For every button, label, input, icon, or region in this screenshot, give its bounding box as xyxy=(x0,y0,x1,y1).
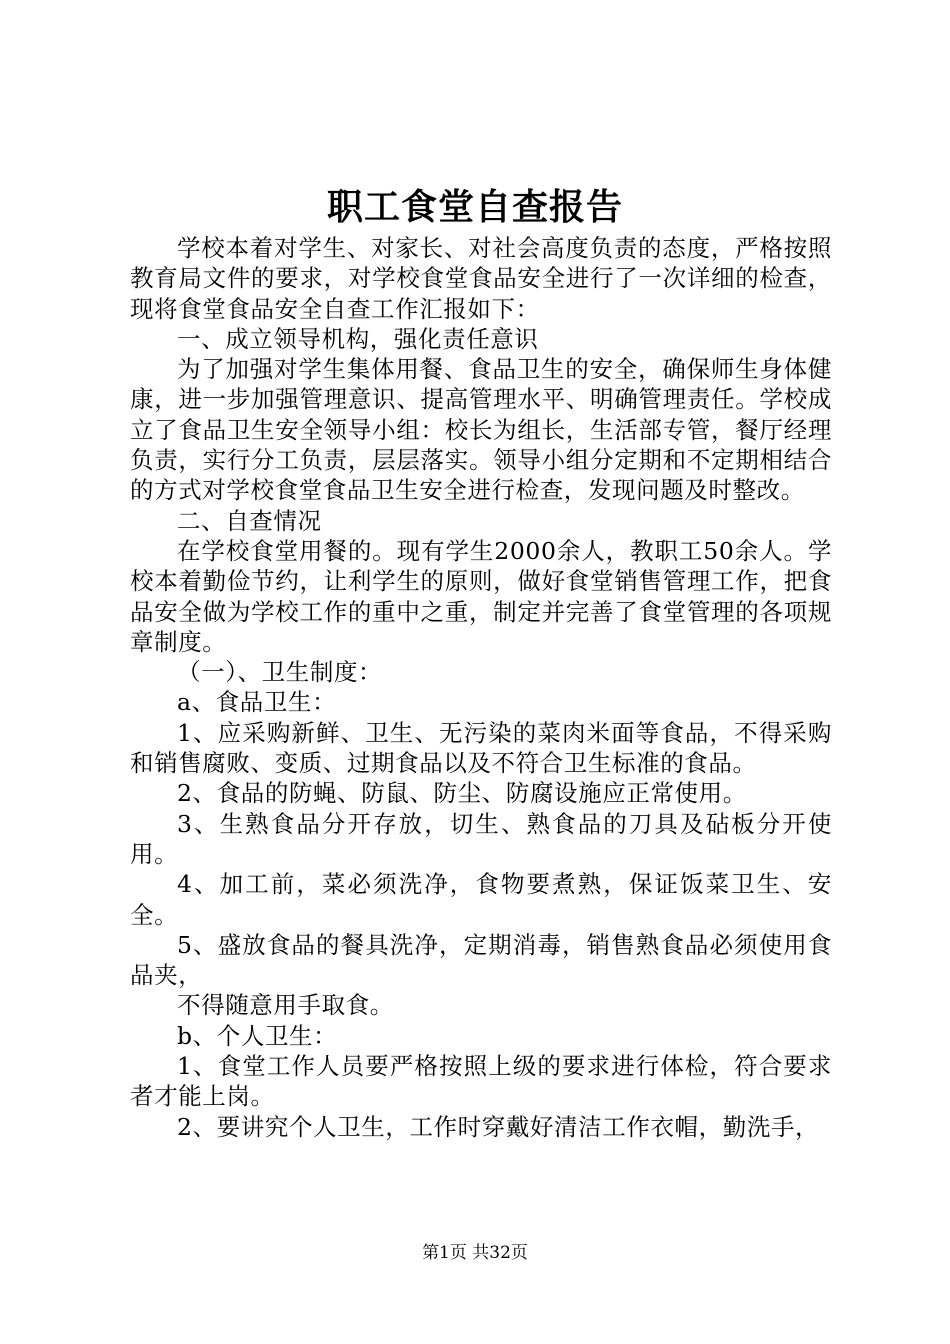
heading-section-2: 二、自查情况 xyxy=(177,506,322,535)
heading-food-hygiene: a、食品卫生： xyxy=(177,688,337,717)
heading-section-1: 一、成立领导机构，强化责任意识 xyxy=(177,324,539,353)
list-item: 1、应采购新鲜、卫生、无污染的菜肉米面等食品，不得采购和销售腐败、变质、过期食品以及不符合卫生标准的食品。 xyxy=(130,718,832,778)
paragraph-intro: 学校本着对学生、对家长、对社会高度负责的态度，严格按照教育局文件的要求，对学校食堂食品安全进行了一次详细的检查，现将食堂食品安全自查工作汇报如下： xyxy=(130,234,832,323)
document-title: 职工食堂自查报告 xyxy=(326,186,623,228)
list-item: 5、盛放食品的餐具洗净，定期消毒，销售熟食品必须使用食品夹， xyxy=(130,930,832,990)
paragraph-overview: 在学校食堂用餐的。现有学生2000余人，教职工50余人。学校本着勤俭节约，让利学生的原则，做好食堂销售管理工作，把食品安全做为学校工作的重中之重，制定并完善了食堂管理的各项规章制度。 xyxy=(130,536,832,656)
list-item: 3、生熟食品分开存放，切生、熟食品的刀具及砧板分开使用。 xyxy=(130,809,832,868)
document-body xyxy=(130,233,832,1142)
list-item: 2、要讲究个人卫生，工作时穿戴好清洁工作衣帽，勤洗手， xyxy=(177,1112,820,1141)
list-item-continuation: 不得随意用手取食。 xyxy=(177,991,394,1020)
heading-hygiene-rules: （一）、卫生制度： xyxy=(177,658,383,687)
paragraph-leadership: 为了加强对学生集体用餐、食品卫生的安全，确保师生身体健康，进一步加强管理意识、提高管理水平、明确管理责任。学校成立了食品卫生安全领导小组：校长为组长，生活部专管，餐厅经理负责，实行分工负责，层层落实。领导小组分定期和不定期相结合的方式对学校食堂食品卫生安全进行检查，发现问题及时整改。 xyxy=(130,355,832,505)
list-item: 2、食品的防蝇、防鼠、防尘、防腐设施应正常使用。 xyxy=(177,779,747,808)
heading-personal-hygiene: b、个人卫生： xyxy=(177,1021,338,1050)
list-item: 1、食堂工作人员要严格按照上级的要求进行体检，符合要求者才能上岗。 xyxy=(130,1052,832,1111)
page-number-footer: 第1页 共32页 xyxy=(422,1243,528,1263)
list-item: 4、加工前，菜必须洗净，食物要煮熟，保证饭菜卫生、安全。 xyxy=(130,870,832,929)
